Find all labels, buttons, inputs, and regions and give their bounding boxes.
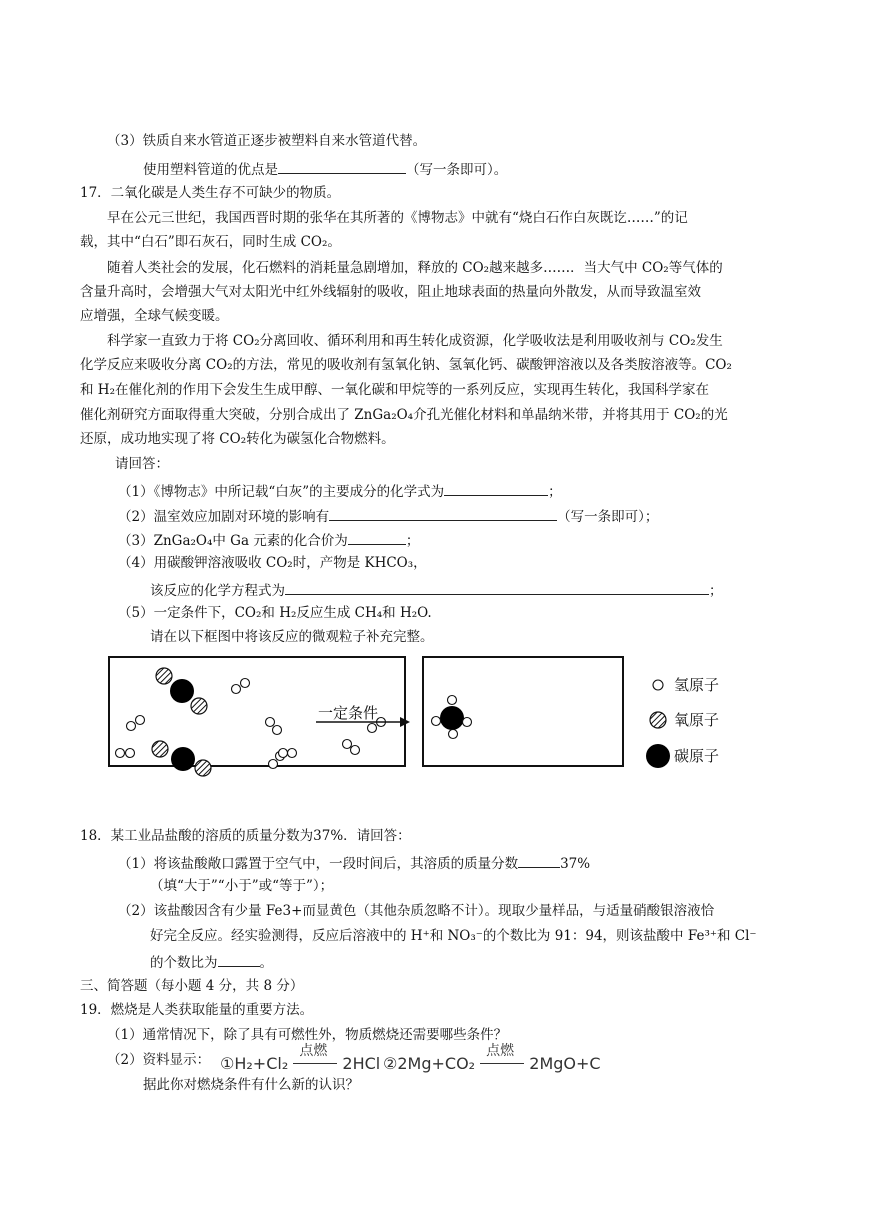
q18-sub1-value: 37%: [560, 856, 591, 872]
oxygen-atom: [195, 760, 211, 776]
q17-sub1: [118, 483, 562, 500]
answer-blank[interactable]: [348, 532, 406, 545]
q17-p3-line1: 科学家一直致力于将 CO₂分离回收、循环利用和再生转化成资源，化学吸收法是利用吸收剂与 CO₂发生: [107, 333, 723, 349]
q18-sub2-line2: 好完全反应。经实验测得，反应后溶液中的 H⁺和 NO₃⁻的个数比为 91：94，则该盐酸中 Fe³⁺和 Cl⁻: [150, 928, 757, 944]
reaction-diagram: [100, 652, 740, 802]
q19-sub2-line2: 据此你对燃烧条件有什么新的认识？: [143, 1077, 359, 1093]
q17-title: 17．二氧化碳是人类生存不可缺少的物质。: [80, 185, 341, 201]
equation-2-products: 2MgO+C: [529, 1054, 601, 1073]
q18-title: 18．某工业品盐酸的溶质的质量分数为37%．请回答：: [80, 828, 411, 844]
q17-sub5-line2: 请在以下框图中将该反应的微观粒子补充完整。: [150, 629, 434, 645]
hydrogen-atom: [269, 760, 278, 769]
q17-sub4-line1: （4）用碳酸钾溶液吸收 CO₂时，产物是 KHCO₃，: [118, 555, 427, 571]
oxygen-atom: [156, 668, 172, 684]
section-3-title: 三、简答题（每小题 4 分，共 8 分）: [80, 978, 304, 994]
q17-sub2-suffix: （写一条即可）；: [557, 509, 659, 525]
hydrogen-atom: [116, 749, 125, 758]
oxygen-atom: [152, 741, 168, 757]
carbon-atom: [440, 706, 464, 730]
answer-blank[interactable]: [218, 954, 260, 967]
hydrogen-atom: [449, 730, 458, 739]
answer-blank[interactable]: [444, 483, 548, 496]
q17-sub4-suffix: ；: [709, 583, 723, 599]
answer-blank[interactable]: [285, 582, 709, 595]
q17-sub1-prompt: （1）《博物志》中所记载“白灰”的主要成分的化学式为: [118, 484, 445, 500]
q18-sub1: [118, 855, 590, 872]
q18-sub2-suffix: 。: [259, 955, 273, 971]
hydrogen-atom: [448, 696, 457, 705]
hydrogen-atom: [432, 717, 441, 726]
q18-sub2-line3: [150, 954, 273, 971]
hydrogen-atom: [273, 726, 282, 735]
answer-blank[interactable]: [278, 161, 406, 174]
hydrogen-atom: [232, 685, 241, 694]
hydrogen-atom: [351, 746, 360, 755]
q19-title: 19．燃烧是人类获取能量的重要方法。: [80, 1002, 314, 1018]
hydrogen-atom: [279, 749, 288, 758]
carbon-atom: [171, 747, 195, 771]
answer-blank[interactable]: [518, 855, 560, 868]
q17-sub4-prompt: 该反应的化学方程式为: [150, 583, 285, 599]
equation-1: [220, 1043, 381, 1074]
q19-sub2-label: （2）资料显示：: [107, 1052, 211, 1068]
hydrogen-atom: [136, 716, 145, 725]
hydrogen-atom: [463, 718, 472, 727]
hydrogen-legend-icon: [653, 680, 663, 690]
legend-carbon-label: 碳原子: [674, 747, 720, 765]
q17-p2-line2: 含量升高时，会增强大气对太阳光中红外线辐射的吸收，阻止地球表面的热量向外散发，从而导致温室效: [80, 284, 701, 300]
q17-sub3-suffix: ；: [405, 533, 420, 549]
answer-blank[interactable]: [329, 508, 557, 521]
legend-oxygen-label: 氧原子: [674, 711, 720, 729]
equation-2-condition: [480, 1043, 524, 1074]
hydrogen-atom: [368, 724, 377, 733]
q18-sub1-prompt: （1）将该盐酸敞口露置于空气中，一段时间后，其溶质的质量分数: [118, 856, 519, 872]
equation-2-bar: [480, 1063, 524, 1064]
oxygen-atom: [191, 698, 207, 714]
equation-2-reactants: ②2Mg+CO₂: [383, 1054, 476, 1073]
equation-1-bar: [293, 1063, 337, 1064]
equation-1-reactants: ①H₂+Cl₂: [220, 1054, 289, 1073]
q17-sub3: [118, 532, 419, 549]
q17-p3-line4: 催化剂研究方面取得重大突破，分别合成出了 ZnGa₂O₄介孔光催化材料和单晶纳米带，并将其用于 CO₂的光: [80, 407, 728, 423]
equation-1-products: 2HCl: [342, 1054, 381, 1073]
q17-sub3-prompt: （3）ZnGa₂O₄中 Ga 元素的化合价为: [118, 533, 348, 549]
q17-p3-line5: 还原，成功地实现了将 CO₂转化为碳氢化合物燃料。: [80, 431, 395, 447]
hydrogen-atom: [127, 722, 136, 731]
q17-ask: 请回答：: [115, 456, 169, 472]
q16-3-line2: [143, 161, 507, 178]
q19-sub1: （1）通常情况下，除了具有可燃性外，物质燃烧还需要哪些条件？: [107, 1027, 508, 1043]
q17-sub2-prompt: （2）温室效应加剧对环境的影响有: [118, 509, 330, 525]
q17-p3-line2: 化学反应来吸收分离 CO₂的方法，常见的吸收剂有氢氧化钠、氢氧化钙、碳酸钾溶液以及各类胺溶液等。CO₂: [80, 357, 732, 373]
hydrogen-atom: [288, 749, 297, 758]
q18-sub2-line1: （2）该盐酸因含有少量 Fe3+而显黄色（其他杂质忽略不计）。现取少量样品，与适量硝酸银溶液恰: [118, 903, 715, 919]
q17-p2-line3: 应增强，全球气候变暖。: [80, 308, 229, 324]
q18-sub1-line2: （填“大于”“小于”或“等于”）；: [150, 878, 334, 894]
oxygen-legend-icon: [650, 712, 666, 728]
q17-sub4-line2: [150, 582, 723, 599]
q17-p2-line1: 随着人类社会的发展，化石燃料的消耗量急剧增加，释放的 CO₂越来越多……．当大气中 CO₂等气体的: [107, 260, 723, 276]
hydrogen-atom: [343, 740, 352, 749]
arrow-label: 一定条件: [318, 704, 379, 722]
hydrogen-atom: [126, 749, 135, 758]
q17-sub5-line1: （5）一定条件下，CO₂和 H₂反应生成 CH₄和 H₂O.: [118, 605, 432, 621]
q16-3-prompt: 使用塑料管道的优点是: [143, 162, 278, 178]
equation-2-condition-label: 点燃: [486, 1043, 515, 1059]
carbon-legend-icon: [646, 744, 670, 768]
q16-3-suffix: （写一条即可）。: [406, 162, 508, 178]
hydrogen-atom: [266, 718, 275, 727]
equation-2: [383, 1043, 601, 1074]
hydrogen-atom: [241, 679, 250, 688]
equation-1-condition-label: 点燃: [299, 1043, 328, 1059]
q18-sub2-prompt: 的个数比为: [150, 955, 218, 971]
q17-sub1-suffix: ；: [548, 484, 562, 500]
equation-1-condition: [293, 1043, 337, 1074]
carbon-atom: [170, 679, 194, 703]
legend-hydrogen-label: 氢原子: [674, 676, 720, 694]
q17-sub2: [118, 508, 658, 525]
q17-p1-line1: 早在公元三世纪，我国西晋时期的张华在其所著的《博物志》中就有“烧白石作白灰既讫……”的记: [107, 210, 688, 226]
q17-p3-line3: 和 H₂在催化剂的作用下会发生生成甲醇、一氧化碳和甲烷等的一系列反应，实现再生转化，我国科学家在: [80, 382, 709, 398]
q16-3-line1: （3）铁质自来水管道正逐步被塑料自来水管道代替。: [107, 133, 427, 149]
q17-p1-line2: 载，其中“白石”即石灰石，同时生成 CO₂。: [80, 234, 341, 250]
